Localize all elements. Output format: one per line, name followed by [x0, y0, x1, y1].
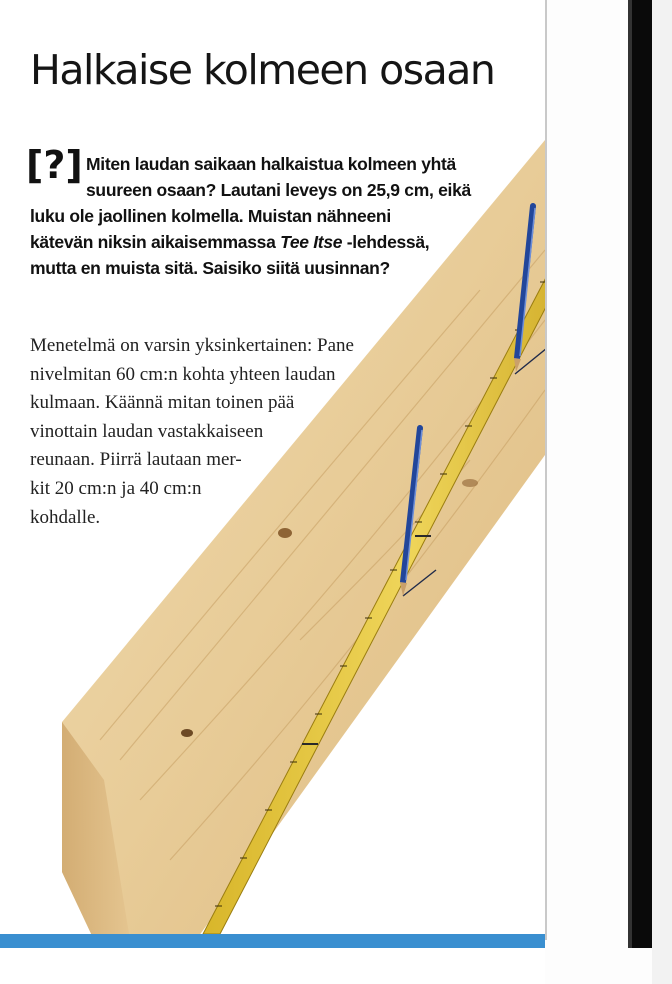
blue-footer-bar [0, 934, 545, 948]
scan-edge [632, 0, 652, 948]
scan-background [652, 0, 672, 984]
question-line: luku ole jaollinen kolmella. Muistan nähneeni [30, 206, 391, 226]
wood-knot [181, 729, 193, 737]
wood-knot [462, 479, 478, 487]
answer-line: vinottain laudan vastakkaiseen [30, 420, 264, 442]
question-line: suureen osaan? Lautani leveys on 25,9 cm, eikä [86, 180, 471, 200]
question-line: Miten laudan saikaan halkaistua kolmeen yhtä [86, 154, 456, 174]
answer-line: nivelmitan 60 cm:n kohta yhteen laudan [30, 363, 336, 385]
answer-line: kulmaan. Käännä mitan toinen pää [30, 392, 295, 414]
article-title: Halkaise kolmeen osaan [30, 46, 495, 94]
question-mark-icon: [?] [26, 143, 83, 187]
answer-line: reunaan. Piirrä lautaan mer- [30, 449, 242, 471]
question-line: kätevän niksin aikaisemmassa Tee Itse -lehdessä, [30, 232, 430, 252]
question-line: mutta en muista sitä. Saisiko siitä uusinnan? [30, 258, 390, 278]
answer-line: Menetelmä on varsin yksinkertainen: Pane [30, 335, 354, 356]
page-gutter [545, 0, 547, 940]
answer-text [30, 332, 354, 532]
magazine-name: Tee Itse [280, 232, 343, 252]
answer-line: kohdalle. [30, 506, 101, 528]
answer-line: kit 20 cm:n ja 40 cm:n [30, 477, 202, 499]
